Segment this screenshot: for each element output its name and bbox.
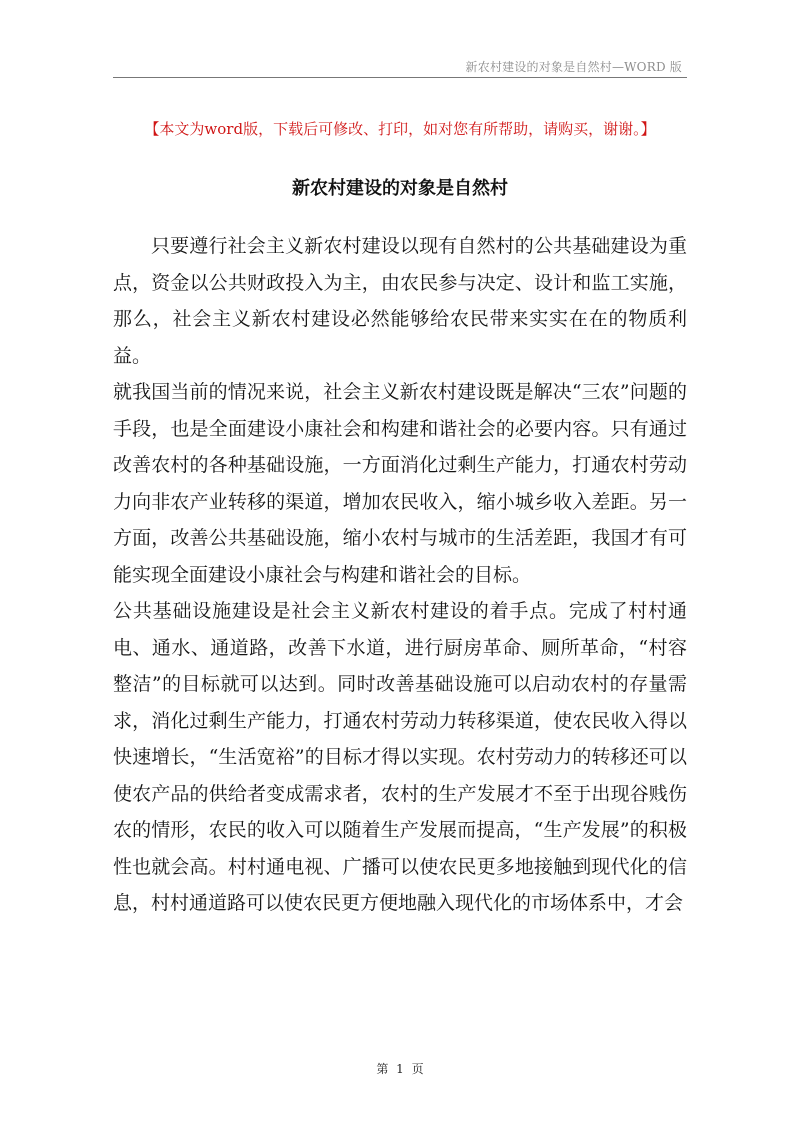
page-label-suffix: 页 — [411, 1062, 424, 1076]
page-label-prefix: 第 — [376, 1062, 389, 1076]
paragraph-2: 就我国当前的情况来说，社会主义新农村建设既是解决“三农”问题的手段，也是全面建设小康社会和构建和谐社会的必要内容。只有通过改善农村的各种基础设施，一方面消化过剩生产能力，打通农村劳动力向非农产业转移的渠道，增加农民收入，缩小城乡收入差距。另一方面，改善公共基础设施，缩小农村与城市的生活差距，我国才有可能实现全面建设小康社会与构建和谐社会的目标。 — [113, 381, 687, 586]
document-title: 新农村建设的对象是自然村 — [292, 178, 508, 199]
page-footer — [0, 1060, 800, 1077]
document-body — [113, 228, 687, 922]
purchase-notice: 【本文为word版，下载后可修改、打印，如对您有所帮助，请购买，谢谢。】 — [144, 120, 656, 138]
header-rule — [113, 77, 687, 78]
paragraph-1: 只要遵行社会主义新农村建设以现有自然村的公共基础建设为重点，资金以公共财政投入为主，由农民参与决定、设计和监工实施，那么，社会主义新农村建设必然能够给农民带来实实在在的物质利益。 — [113, 235, 687, 367]
paragraph-3: 公共基础设施建设是社会主义新农村建设的着手点。完成了村村通电、通水、通道路，改善下水道，进行厨房革命、厕所革命，“村容整洁”的目标就可以达到。同时改善基础设施可以启动农村的存量需求，消化过剩生产能力，打通农村劳动力转移渠道，使农民收入得以快速增长，“生活宽裕”的目标才得以实现。农村劳动力的转移还可以使农产品的供给者变成需求者，农村的生产发展才不至于出现谷贱伤农的情形，农民的收入可以随着生产发展而提高，“生产发展”的积极性也就会高。村村通电视、广播可以使农民更多地接触到现代化的信息，村村通道路可以使农民更方便地融入现代化的市场体系中，才会 — [113, 600, 687, 914]
running-header: 新农村建设的对象是自然村—WORD 版 — [465, 60, 682, 74]
page-number: 1 — [396, 1062, 404, 1076]
